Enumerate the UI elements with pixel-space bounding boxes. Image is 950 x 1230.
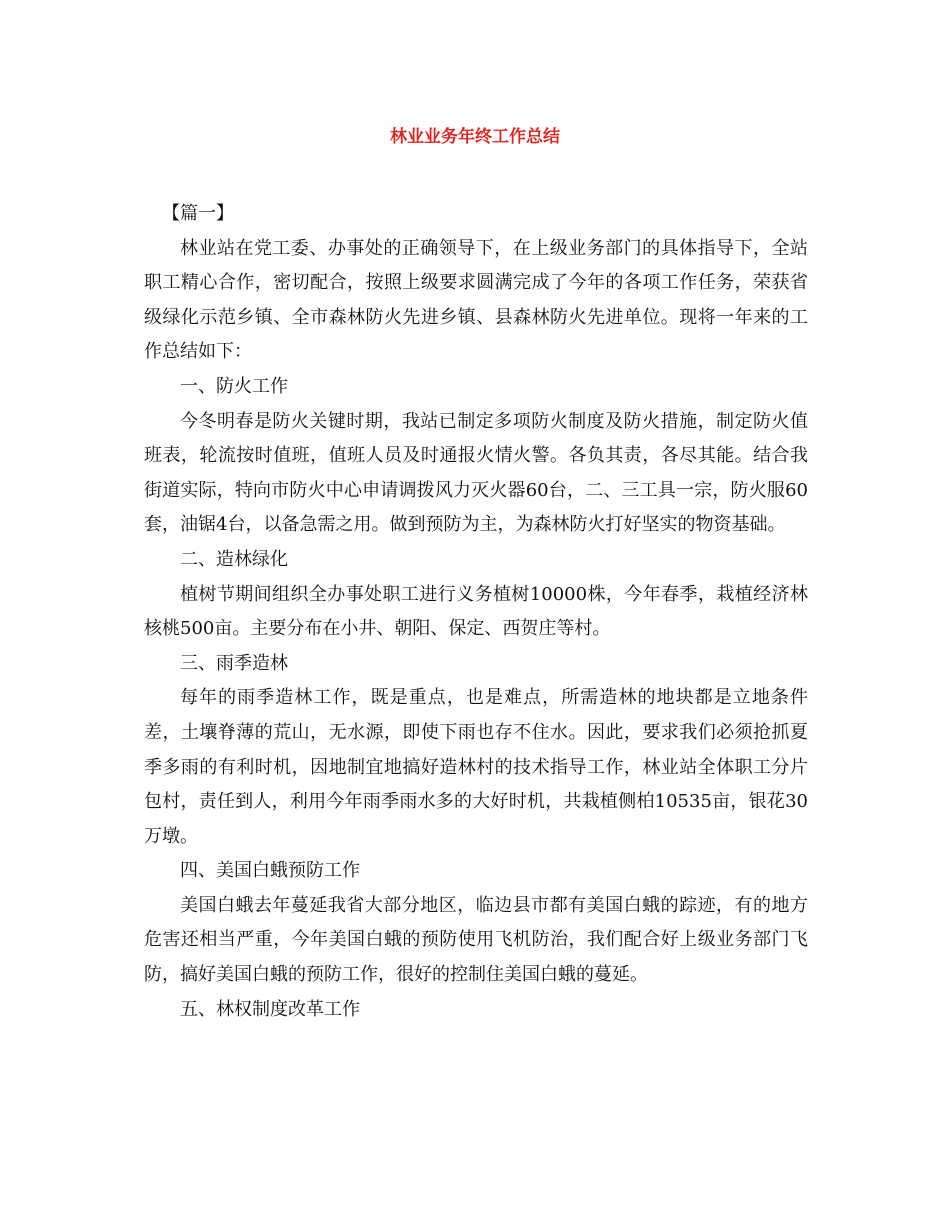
heading-rainy-season: 三、雨季造林: [180, 652, 288, 674]
paragraph-afforestation: 植树节期间组织全办事处职工进行义务植树10000株，今年春季，栽植经济林核桃500亩。主要分布在小井、朝阳、保定、西贺庄等村。: [144, 583, 808, 640]
section-label: 【篇一】: [162, 203, 234, 224]
paragraph-white-moth: 美国白蛾去年蔓延我省大部分地区，临边县市都有美国白蛾的踪迹，有的地方危害还相当严重，今年美国白蛾的预防使用飞机防治，我们配合好上级业务部门飞防，搞好美国白蛾的预防工作，很好的控制住美国白蛾的蔓延。: [144, 894, 808, 986]
heading-afforestation: 二、造林绿化: [180, 548, 288, 570]
heading-forest-rights: 五、林权制度改革工作: [180, 998, 360, 1020]
document-title: 林业业务年终工作总结: [390, 127, 560, 147]
paragraph-fire-prevention: 今冬明春是防火关键时期，我站已制定多项防火制度及防火措施，制定防火值班表，轮流按时值班，值班人员及时通报火情火警。各负其责，各尽其能。结合我街道实际，特向市防火中心申请调拨风力灭火器60台，二、三工具一宗，防火服60套，油锯4台，以备急需之用。做到预防为主，为森林防火打好坚实的物资基础。: [144, 410, 808, 536]
heading-white-moth: 四、美国白蛾预防工作: [180, 860, 360, 882]
intro-paragraph: 林业站在党工委、办事处的正确领导下，在上级业务部门的具体指导下，全站职工精心合作，密切配合，按照上级要求圆满完成了今年的各项工作任务，荣获省级绿化示范乡镇、全市森林防火先进乡镇、县森林防火先进单位。现将一年来的工作总结如下：: [144, 237, 808, 363]
document-body: [144, 197, 808, 1027]
heading-fire-prevention: 一、防火工作: [180, 375, 288, 397]
paragraph-rainy-season: 每年的雨季造林工作，既是重点，也是难点，所需造林的地块都是立地条件差，土壤脊薄的荒山，无水源，即使下雨也存不住水。因此，要求我们必须抢抓夏季多雨的有利时机，因地制宜地搞好造林村的技术指导工作，林业站全体职工分片包村，责任到人，利用今年雨季雨水多的大好时机，共栽植侧柏10535亩，银花30万墩。: [144, 687, 808, 847]
